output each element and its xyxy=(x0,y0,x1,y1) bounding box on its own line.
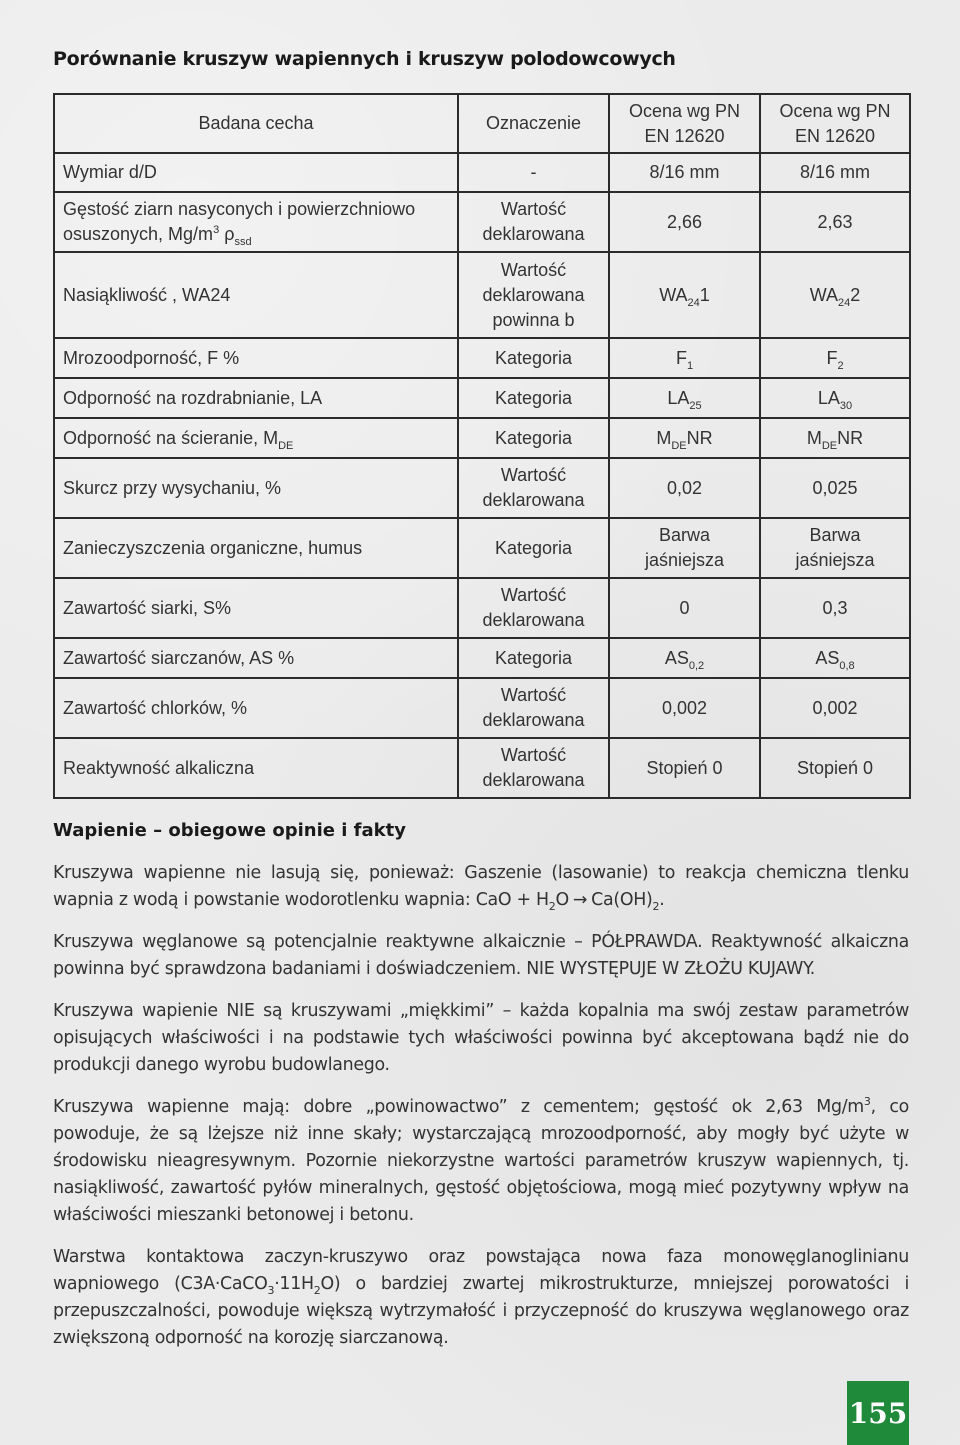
paragraph: Warstwa kontaktowa zaczyn-kruszywo oraz powstająca nowa faza monowęglanoglinianu wapniowego $(C3A\cdot CaCO_3\cdot 11H_2O)$ o bardziej zwartej mikrostrukturze, mniejszej porowatości i przepuszczalności, powoduje większą wytrzymałość i przyczepność do kruszywa węglanowego oraz zwiększoną odporność na korozję siarczanową. xyxy=(53,1247,910,1348)
table-cell: $LA_{30}$ xyxy=(760,378,910,418)
table-cell: Nasiąkliwość , WA24 xyxy=(54,252,458,338)
table-cell: 8/16 mm xyxy=(760,153,910,192)
table-row xyxy=(54,738,910,798)
table-cell: Zawartość siarki, S% xyxy=(54,578,458,638)
table-cell: Zawartość chlorków, % xyxy=(54,678,458,738)
table-row xyxy=(54,518,910,578)
table-cell: Kategoria xyxy=(458,518,609,578)
table-cell: Stopień 0 xyxy=(760,738,910,798)
table-cell: Wymiar d/D xyxy=(54,153,458,192)
table-row xyxy=(54,678,910,738)
table-row xyxy=(54,153,910,192)
table-cell: Barwa jaśniejsza xyxy=(609,518,760,578)
table-cell: Gęstość ziarn nasyconych i powierzchniowo osuszonych, $Mg/m^3$ $\rho_{ssd}$ xyxy=(54,192,458,252)
table-cell: Wartość deklarowana xyxy=(458,678,609,738)
table-cell: $WA_{24}2$ xyxy=(760,252,910,338)
table-cell: 0 xyxy=(609,578,760,638)
table-cell: Wartość deklarowana xyxy=(458,192,609,252)
table-header-row xyxy=(54,94,910,153)
table-row xyxy=(54,638,910,678)
table-cell: Odporność na rozdrabnianie, LA xyxy=(54,378,458,418)
table-cell: 0,02 xyxy=(609,458,760,518)
table-cell: Wartość deklarowana xyxy=(458,578,609,638)
body-text xyxy=(53,860,909,1367)
header-cell-designation: Oznaczenie xyxy=(458,94,609,153)
table-cell: Wartość deklarowana xyxy=(458,738,609,798)
table-cell: $LA_{25}$ xyxy=(609,378,760,418)
table-cell: 0,025 xyxy=(760,458,910,518)
table-cell: 0,002 xyxy=(609,678,760,738)
table-cell: Zawartość siarczanów, AS % xyxy=(54,638,458,678)
table-cell: Reaktywność alkaliczna xyxy=(54,738,458,798)
table-cell: $F_1$ xyxy=(609,338,760,378)
table-cell: Kategoria xyxy=(458,378,609,418)
table-cell: Barwa jaśniejsza xyxy=(760,518,910,578)
table-cell: $AS_{0,8}$ xyxy=(760,638,910,678)
header-cell-assessment-1: Ocena wg PN EN 12620 xyxy=(609,94,760,153)
table-cell: Odporność na ścieranie, $M_{DE}$ xyxy=(54,418,458,458)
table-cell: Zanieczyszczenia organiczne, humus xyxy=(54,518,458,578)
paragraph: Kruszywa wapienne mają: dobre „powinowactwo” z cementem; gęstość ok 2,63 $Mg/m^3$, co powoduje, że są lżejsze niż inne skały; wystarczającą mrozoodporność, aby mogły być użyte w środowisku nieagresywnym. Pozornie niekorzystne wartości parametrów kruszyw wapiennych, tj. nasiąkliwość, zawartość pyłów mineralnych, gęstość objętościowa, mogą mieć pozytywny wpływ na właściwości mieszanki betonowej i betonu. xyxy=(53,1095,909,1225)
table-cell: 2,66 xyxy=(609,192,760,252)
table-cell: 0,3 xyxy=(760,578,910,638)
page-number: 155 xyxy=(847,1381,909,1445)
header-cell-feature: Badana cecha xyxy=(54,94,458,153)
table-cell: Stopień 0 xyxy=(609,738,760,798)
table-row xyxy=(54,418,910,458)
table-cell: $M_{DE}NR$ xyxy=(609,418,760,458)
paragraph: Kruszywa wapienie NIE są kruszywami „miękkimi” – każda kopalnia ma swój zestaw parametrów opisujących właściwości i na podstawie tych właściwości powinna być akceptowana bądź nie do produkcji danego wyrobu budowlanego. xyxy=(53,1001,909,1075)
table-cell: $WA_{24}1$ xyxy=(609,252,760,338)
comparison-table xyxy=(53,93,911,799)
table-cell: Wartość deklarowana xyxy=(458,458,609,518)
table-cell: $F_2$ xyxy=(760,338,910,378)
table-cell: Skurcz przy wysychaniu, % xyxy=(54,458,458,518)
table-cell: 2,63 xyxy=(760,192,910,252)
header-cell-assessment-2: Ocena wg PN EN 12620 xyxy=(760,94,910,153)
table-cell: $M_{DE}NR$ xyxy=(760,418,910,458)
table-row xyxy=(54,252,910,338)
table-row xyxy=(54,378,910,418)
paragraph: Kruszywa węglanowe są potencjalnie reaktywne alkaicznie – PÓŁPRAWDA. Reaktywność alkaiczna powinna być sprawdzona badaniami i doświadczeniem. NIE WYSTĘPUJE W ZŁOŻU KUJAWY. xyxy=(53,932,909,979)
table-row xyxy=(54,458,910,518)
page-title: Porównanie kruszyw wapiennych i kruszyw polodowcowych xyxy=(53,48,676,70)
arrow-icon: → xyxy=(572,890,588,910)
table-row xyxy=(54,192,910,252)
table-cell: 8/16 mm xyxy=(609,153,760,192)
table-cell: 0,002 xyxy=(760,678,910,738)
table-cell: Kategoria xyxy=(458,338,609,378)
paragraph: Kruszywa wapienne nie lasują się, ponieważ: Gaszenie (lasowanie) to reakcja chemiczna tlenku wapnia z wodą i powstanie wodorotlenku wapnia: CaO + $H_2O \to Ca(OH)_2$. xyxy=(53,863,909,913)
section-title: Wapienie – obiegowe opinie i fakty xyxy=(53,820,406,841)
table-cell: Kategoria xyxy=(458,638,609,678)
table-cell: Wartość deklarowana powinna b xyxy=(458,252,609,338)
table-cell: Mrozoodporność, F % xyxy=(54,338,458,378)
table-cell: Kategoria xyxy=(458,418,609,458)
table-row xyxy=(54,338,910,378)
table-cell: $AS_{0,2}$ xyxy=(609,638,760,678)
table-cell: - xyxy=(458,153,609,192)
table-row xyxy=(54,578,910,638)
